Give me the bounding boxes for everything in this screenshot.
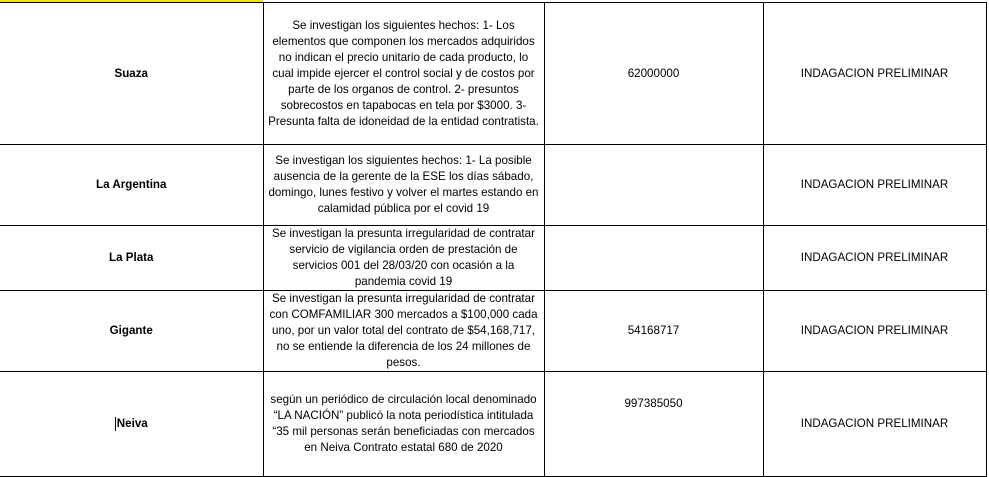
table-row [0,291,986,372]
table-row [0,145,986,226]
municipality-label: Neiva [116,417,148,430]
municipality-cell[interactable]: Gigante [0,291,263,372]
investigations-table [0,2,987,477]
description-cell[interactable]: según un periódico de circulación local denominado “LA NACIÓN” publicó la nota periodística intitulada “35 mil personas serán beneficiadas con mercados en Neiva Contrato estatal 680 de 2020 [263,372,544,477]
stage-cell[interactable]: INDAGACION PRELIMINAR [763,3,986,145]
table-row [0,3,986,145]
municipality-cell[interactable]: La Argentina [0,145,263,226]
municipality-cell[interactable] [0,372,263,477]
stage-cell[interactable]: INDAGACION PRELIMINAR [763,145,986,226]
description-cell[interactable]: Se investigan la presunta irregularidad de contratar con COMFAMILIAR 300 mercados a $100,000 cada uno, por un valor total del contrato de $54,168,717, no se entiende la diferencia de los 24 millones de pesos. [263,291,544,372]
description-cell[interactable]: Se investigan la presunta irregularidad de contratar servicio de vigilancia orden de prestación de servicios 001 del 28/03/20 con ocasión a la pandemia covid 19 [263,226,544,291]
amount-cell[interactable] [544,145,763,226]
stage-cell[interactable]: INDAGACION PRELIMINAR [763,372,986,477]
municipality-cell[interactable]: La Plata [0,226,263,291]
table-row [0,226,986,291]
amount-cell[interactable]: 997385050 [544,372,763,477]
description-cell[interactable]: Se investigan los siguientes hechos: 1- La posible ausencia de la gerente de la ESE los días sábado, domingo, lunes festivo y volver el martes estando en calamidad pública por el covid 19 [263,145,544,226]
table-row [0,372,986,477]
amount-cell[interactable] [544,226,763,291]
amount-cell[interactable]: 62000000 [544,3,763,145]
text-cursor [115,417,116,431]
municipality-cell[interactable]: Suaza [0,3,263,145]
amount-cell[interactable]: 54168717 [544,291,763,372]
stage-cell[interactable]: INDAGACION PRELIMINAR [763,226,986,291]
stage-cell[interactable]: INDAGACION PRELIMINAR [763,291,986,372]
description-cell[interactable]: Se investigan los siguientes hechos: 1- Los elementos que componen los mercados adquiridos no indican el precio unitario de cada producto, lo cual impide ejercer el control social y de costos por parte de los organos de control. 2- presuntos sobrecostos en tapabocas en tela por $3000. 3- Presunta falta de idoneidad de la entidad contratista. [263,3,544,145]
